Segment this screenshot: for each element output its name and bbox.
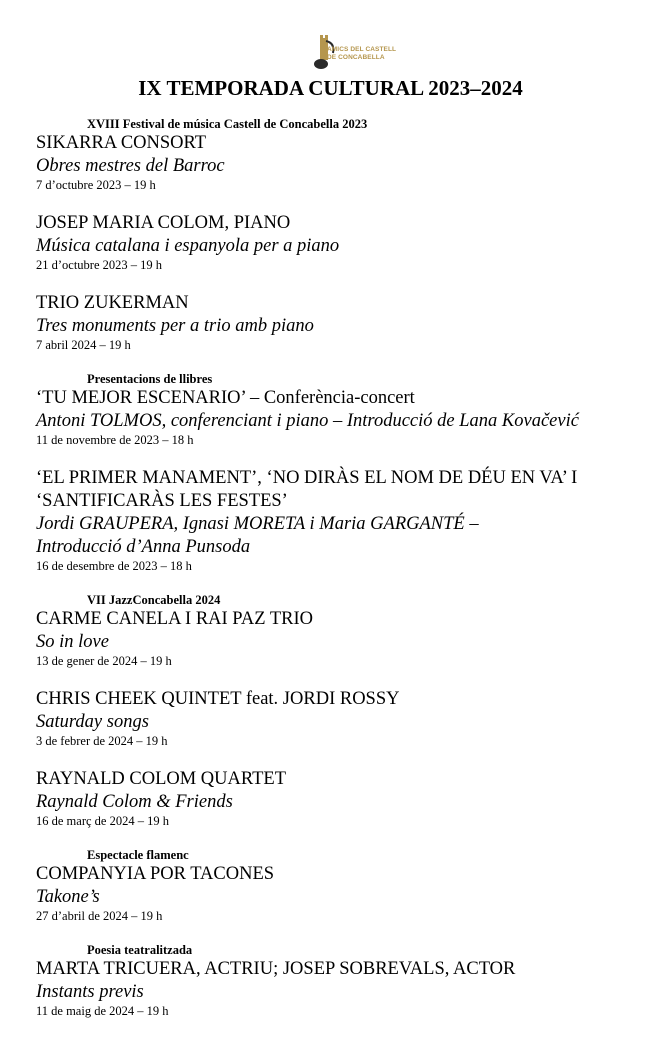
event-title: JOSEP MARIA COLOM, PIANO <box>36 213 291 233</box>
program-section <box>36 848 651 924</box>
logo-line-1: AMICS DEL CASTELL <box>327 46 397 53</box>
event-item <box>36 292 651 353</box>
event-date: 11 de maig de 2024 – 19 h <box>36 1004 169 1018</box>
event-date: 13 de gener de 2024 – 19 h <box>36 654 172 668</box>
section-heading: VII JazzConcabella 2024 <box>87 593 221 607</box>
event-item <box>36 863 651 924</box>
program-section <box>36 117 651 353</box>
event-date: 11 de novembre de 2023 – 18 h <box>36 433 194 447</box>
event-item <box>36 387 651 448</box>
event-subtitle: So in love <box>36 632 109 652</box>
program-list <box>36 117 651 1038</box>
event-date: 7 d’octubre 2023 – 19 h <box>36 178 156 192</box>
event-item <box>36 768 651 829</box>
logo-line-2: DE CONCABELLA <box>327 54 385 61</box>
brand-logo <box>313 33 397 73</box>
event-item <box>36 608 651 669</box>
logo-text <box>327 46 397 62</box>
section-heading: Poesia teatralitzada <box>87 943 193 957</box>
event-item <box>36 212 651 273</box>
event-title: SIKARRA CONSORT <box>36 133 207 153</box>
event-title: TRIO ZUKERMAN <box>36 293 189 313</box>
event-title: ‘EL PRIMER MANAMENT’, ‘NO DIRÀS EL NOM DE DÉU EN VA’ I ‘SANTIFICARÀS LES FESTES’ <box>36 468 578 511</box>
event-item <box>36 688 651 749</box>
event-title: CHRIS CHEEK QUINTET feat. JORDI ROSSY <box>36 689 400 709</box>
event-item <box>36 958 651 1019</box>
event-subtitle: Introducció d’Anna Punsoda <box>36 537 251 557</box>
event-date: 7 abril 2024 – 19 h <box>36 338 131 352</box>
program-section <box>36 943 651 1019</box>
event-subtitle: Obres mestres del Barroc <box>36 156 225 176</box>
event-title: MARTA TRICUERA, ACTRIU; JOSEP SOBREVALS, ACTOR <box>36 959 516 979</box>
event-date: 3 de febrer de 2024 – 19 h <box>36 734 168 748</box>
event-subtitle: Takone’s <box>36 887 100 907</box>
event-subtitle: Tres monuments per a trio amb piano <box>36 316 314 336</box>
event-date: 21 d’octubre 2023 – 19 h <box>36 258 163 272</box>
section-heading: XVIII Festival de música Castell de Concabella 2023 <box>87 117 368 131</box>
event-item <box>36 467 651 574</box>
program-section <box>36 372 651 574</box>
page-title: IX TEMPORADA CULTURAL 2023–2024 <box>138 76 523 100</box>
event-subtitle: Instants previs <box>36 982 144 1002</box>
event-subtitle: Antoni TOLMOS, conferenciant i piano – Introducció de Lana Kovačević <box>36 411 579 431</box>
section-heading: Presentacions de llibres <box>87 372 213 386</box>
event-date: 16 de març de 2024 – 19 h <box>36 814 169 828</box>
event-subtitle: Música catalana i espanyola per a piano <box>36 236 340 256</box>
event-subtitle: Saturday songs <box>36 712 149 732</box>
event-title: CARME CANELA I RAI PAZ TRIO <box>36 609 314 629</box>
event-subtitle: Jordi GRAUPERA, Ignasi MORETA i Maria GARGANTÉ – <box>36 514 479 534</box>
event-item <box>36 132 651 193</box>
event-subtitle: Raynald Colom & Friends <box>36 792 233 812</box>
event-date: 27 d’abril de 2024 – 19 h <box>36 909 163 923</box>
event-title: ‘TU MEJOR ESCENARIO’ – Conferència-concert <box>36 388 415 408</box>
event-date: 16 de desembre de 2023 – 18 h <box>36 559 192 573</box>
section-heading: Espectacle flamenc <box>87 848 189 862</box>
program-section <box>36 593 651 829</box>
event-title: COMPANYIA POR TACONES <box>36 864 275 884</box>
event-title: RAYNALD COLOM QUARTET <box>36 769 287 789</box>
